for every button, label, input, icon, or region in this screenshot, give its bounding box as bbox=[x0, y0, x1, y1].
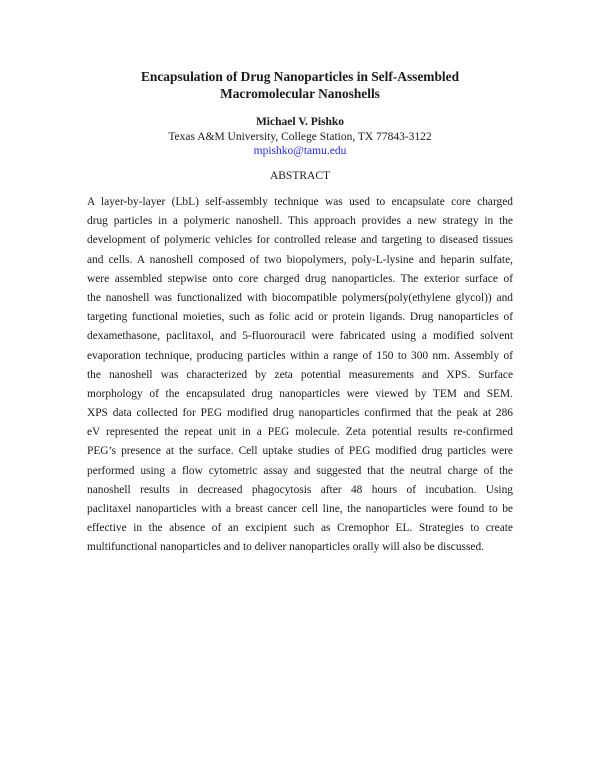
abstract-line: morphology of the encapsulated drug nanoparticles were viewed by TEM and SEM. bbox=[87, 387, 513, 400]
abstract-line: the nanoshell was characterized by zeta potential measurements and XPS. Surface bbox=[87, 368, 513, 381]
abstract-line: dexamethasone, paclitaxol, and 5-fluorouracil were fabricated using a modified solvent bbox=[87, 330, 513, 343]
abstract-line: XPS data collected for PEG modified drug nanoparticles confirmed that the peak at 286 bbox=[87, 407, 513, 420]
abstract-line: were assembled stepwise onto core charged drug nanoparticles. The exterior surface of bbox=[87, 272, 513, 285]
abstract-line: paclitaxel nanoparticles with a breast cancer cell line, the nanoparticles were found to be bbox=[87, 503, 513, 515]
abstract-line: eV represented the repeat unit in a PEG molecule. Zeta potential results re-confirmed bbox=[87, 426, 513, 439]
abstract-line: targeting functional moieties, such as folic acid or protein ligands. Drug nanoparticles of bbox=[87, 311, 513, 324]
paper-title-line-2: Macromolecular Nanoshells bbox=[220, 86, 380, 101]
abstract-line: development of polymeric vehicles for controlled release and targeting to diseased tissues bbox=[87, 234, 513, 247]
abstract-line: drug particles in a polymeric nanoshell. This approach provides a new strategy in the bbox=[87, 215, 513, 228]
abstract-heading: ABSTRACT bbox=[269, 170, 331, 182]
abstract-body bbox=[87, 193, 513, 558]
abstract-line: performed using a flow cytometric assay and suggested that the neutral charge of the bbox=[87, 464, 513, 477]
author-affiliation: Texas A&M University, College Station, TX 77843-3122 bbox=[168, 131, 432, 143]
abstract-line: the nanoshell was functionalized with biocompatible polymers(poly(ethylene glycol)) and bbox=[87, 291, 513, 304]
abstract-line: A layer-by-layer (LbL) self-assembly technique was used to encapsulate core charged bbox=[87, 196, 513, 208]
abstract-line: PEG’s presence at the surface. Cell uptake studies of PEG modified drug particles were bbox=[87, 445, 513, 458]
author-email-container bbox=[60, 144, 540, 159]
author-email-link[interactable]: mpishko@tamu.edu bbox=[253, 145, 347, 157]
paper-title bbox=[60, 68, 540, 102]
abstract-line: effective in the absence of an excipient such as Cremophor EL. Strategies to create bbox=[87, 522, 513, 535]
author-name: Michael V. Pishko bbox=[255, 116, 345, 128]
abstract-line: multifunctional nanoparticles and to deliver nanoparticles orally will also be discussed. bbox=[87, 541, 484, 554]
abstract-line: nanoshell results in decreased phagocytosis after 48 hours of incubation. Using bbox=[87, 483, 513, 496]
abstract-line: evaporation technique, producing particles within a range of 150 to 300 nm. Assembly of bbox=[87, 349, 513, 362]
abstract-line: and cells. A nanoshell composed of two biopolymers, poly-L-lysine and heparin sulfate, bbox=[87, 253, 513, 266]
paper-title-line-1: Encapsulation of Drug Nanoparticles in Self-Assembled bbox=[140, 69, 460, 84]
